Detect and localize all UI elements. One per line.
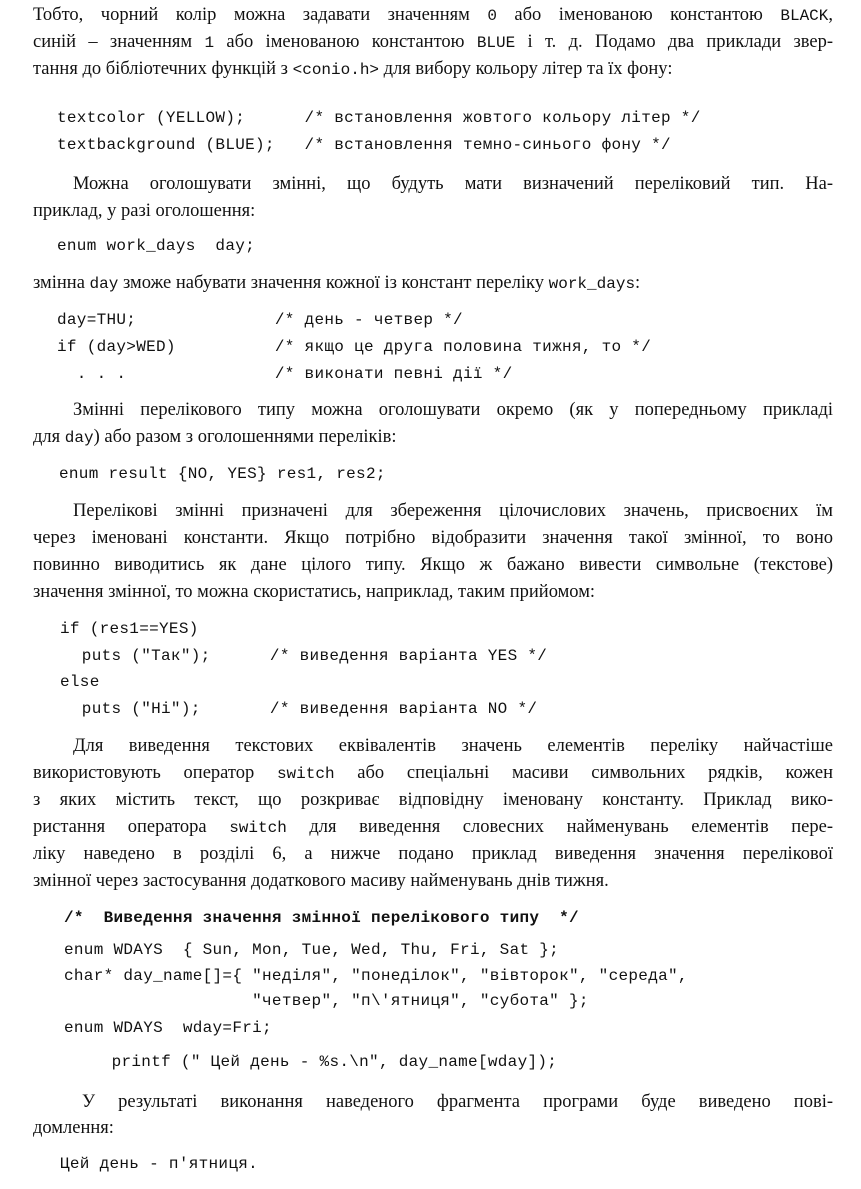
inline-code: 0: [487, 7, 497, 25]
paragraph-line: Перелікові змінні призначені для збереження цілочислових значень, присвоєних їм: [73, 501, 833, 521]
paragraph-line: тання до бібліотечних функцій з <conio.h> для вибору кольору літер та їх фону:: [33, 59, 673, 79]
paragraph-line: значення змінної, то можна скористатись, наприклад, таким прийомом:: [33, 582, 596, 602]
paragraph-line: домлення:: [33, 1118, 114, 1138]
code-line: "четвер", "п\'ятниця", "субота" };: [64, 992, 589, 1010]
code-line: if (day>WED) /* якщо це друга половина тижня, то */: [57, 338, 652, 356]
paragraph-line: У результаті виконання наведеного фрагмента програми буде виведено пові-: [82, 1092, 833, 1112]
code-line: puts ("Так"); /* виведення варіанта YES */: [62, 647, 548, 665]
code-line: printf (" Цей день - %s.\n", day_name[wday]);: [72, 1053, 558, 1071]
paragraph-line: Можна оголошувати змінні, що будуть мати визначений переліковий тип. На-: [73, 174, 833, 194]
inline-code: 1: [204, 34, 215, 52]
code-line: textcolor (YELLOW); /* встановлення жовтого кольору літер */: [57, 109, 701, 127]
inline-code: work_days: [548, 275, 636, 293]
code-line: enum result {NO, YES} res1, res2;: [59, 465, 386, 483]
paragraph-line: з яких містить текст, що розкриває відповідну іменовану константу. Приклад вико-: [33, 790, 833, 810]
inline-code: switch: [276, 765, 335, 783]
paragraph-line: через іменовані константи. Якщо потрібно відобразити значення такої змінної, то воно: [33, 528, 833, 548]
code-line: enum WDAYS { Sun, Mon, Tue, Wed, Thu, Fri, Sat };: [64, 941, 560, 959]
paragraph-line: змінна day зможе набувати значення кожної із констант переліку work_days:: [33, 273, 641, 293]
paragraph-line: приклад, у разі оголошення:: [33, 201, 256, 221]
code-line: day=THU; /* день - четвер */: [57, 311, 463, 329]
paragraph-line: синій – значенням 1 або іменованою константою BLUE і т. д. Подамо два приклади звер-: [33, 32, 834, 52]
code-line: enum work_days day;: [57, 237, 256, 255]
paragraph-line: використовують оператор switch або спеціальні масиви символьних рядків, кожен: [33, 763, 833, 783]
code-line: else: [60, 673, 100, 691]
output-line: Цей день - п'ятниця.: [60, 1155, 259, 1173]
code-line: enum WDAYS wday=Fri;: [64, 1019, 272, 1037]
inline-code: <conio.h>: [292, 61, 380, 79]
paragraph-line: Тобто, чорний колір можна задавати значенням 0 або іменованою константою BLACK,: [33, 5, 833, 25]
paragraph-line: ристання оператора switch для виведення словесних найменувань елементів пере-: [33, 817, 833, 837]
paragraph-line: ліку наведено в розділі 6, а нижче подано приклад виведення значення перелікової: [33, 844, 833, 864]
paragraph-line: для day) або разом з оголошеннями переліків:: [33, 427, 397, 447]
paragraph-line: Для виведення текстових еквівалентів значень елементів переліку найчастіше: [73, 736, 833, 756]
paragraph-line: Змінні перелікового типу можна оголошувати окремо (як у попередньому прикладі: [73, 400, 833, 420]
code-comment-line: /* Виведення значення змінної перелікового типу */: [64, 909, 579, 927]
code-line: puts ("Ні"); /* виведення варіанта NO */: [62, 700, 538, 718]
code-line: . . . /* виконати певні дії */: [57, 365, 513, 383]
paragraph-line: змінної через застосування додаткового масиву найменувань днів тижня.: [33, 871, 609, 891]
inline-code: day: [89, 275, 119, 293]
paragraph-line: повинно виводитись як дане цілого типу. Якщо ж бажано вивести символьне (текстове): [33, 555, 833, 575]
code-line: if (res1==YES): [60, 620, 199, 638]
inline-code: BLUE: [476, 34, 516, 52]
inline-code: switch: [229, 819, 287, 837]
code-line: char* day_name[]={ "неділя", "понеділок", "вівторок", "середа",: [64, 967, 688, 985]
inline-code: day: [64, 429, 94, 447]
code-line: textbackground (BLUE); /* встановлення темно-синього фону */: [57, 136, 671, 154]
inline-code: BLACK: [780, 7, 829, 25]
